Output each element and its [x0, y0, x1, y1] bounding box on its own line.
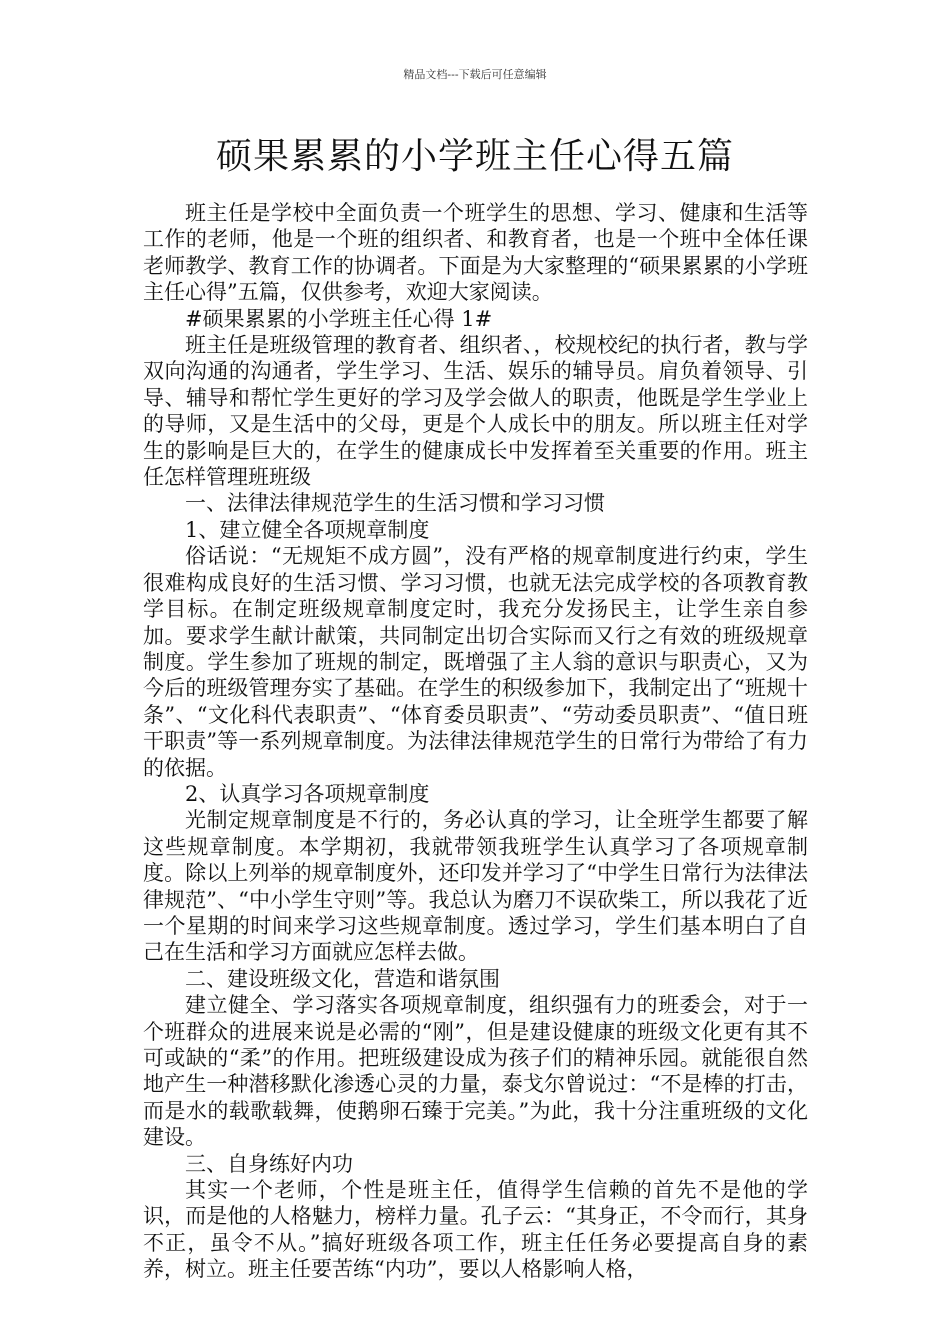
section-heading-1: #硕果累累的小学班主任心得 1#	[185, 306, 493, 331]
document-title: 硕果累累的小学班主任心得五篇	[215, 136, 734, 177]
subheading: 三、自身练好内功	[185, 1151, 353, 1176]
subheading: 1、建立健全各项规章制度	[185, 517, 430, 542]
subheading: 2、认真学习各项规章制度	[185, 781, 430, 806]
document-body	[143, 200, 808, 1283]
paragraph: 其实一个老师，个性是班主任，值得学生信赖的首先不是他的学识，而是他的人格魅力，榜样力量。孔子云：“其身正，不令而行，其身不正，虽令不从。”搞好班级各项工作，班主任任务必要提高自身的素养，树立。班主任要苦练“内功”，要以人格影响人格，	[143, 1178, 808, 1282]
paragraph: 建立健全、学习落实各项规章制度，组织强有力的班委会，对于一个班群众的进展来说是必需的“刚”，但是建设健康的班级文化更有其不可或缺的“柔”的作用。把班级建设成为孩子们的精神乐园。就能很自然地产生一种潜移默化渗透心灵的力量，泰戈尔曾说过：“不是棒的打击，而是水的载歌载舞，使鹅卵石臻于完美。”为此，我十分注重班级的文化建设。	[143, 993, 808, 1150]
subheading: 一、法律法律规范学生的生活习惯和学习习惯	[185, 491, 605, 516]
subheading: 二、建设班级文化，营造和谐氛围	[185, 966, 500, 991]
paragraph: 光制定规章制度是不行的，务必认真的学习，让全班学生都要了解这些规章制度。本学期初，我就带领我班学生认真学习了各项规章制度。除以上列举的规章制度外，还印发并学习了“中学生日常行为法律法律规范”、“中小学生守则”等。我总认为磨刀不误砍柴工，所以我花了近一个星期的时间来学习这些规章制度。透过学习，学生们基本明白了自己在生活和学习方面就应怎样去做。	[143, 808, 808, 965]
header-note: 精品文档---下载后可任意编辑	[403, 68, 547, 81]
paragraph: 俗话说：“无规矩不成方圆”，没有严格的规章制度进行约束，学生很难构成良好的生活习惯、学习习惯，也就无法完成学校的各项教育教学目标。在制定班级规章制度定时，我充分发扬民主，让学生亲自参加。要求学生献计献策，共同制定出切合实际而又行之有效的班级规章制度。学生参加了班规的制定，既增强了主人翁的意识与职责心，又为今后的班级管理夯实了基础。在学生的积级参加下，我制定出了“班规十条”、“文化科代表职责”、“体育委员职责”、“劳动委员职责”、“值日班干职责”等一系列规章制度。为法律法律规范学生的日常行为带给了有力的依据。	[143, 544, 808, 780]
paragraph: 班主任是班级管理的教育者、组织者、，校规校纪的执行者，教与学双向沟通的沟通者，学生学习、生活、娱乐的辅导员。肩负着领导、引导、辅导和帮忙学生更好的学习及学会做人的职责，他既是学生学业上的导师，又是生活中的父母，更是个人成长中的朋友。所以班主任对学生的影响是巨大的，在学生的健康成长中发挥着至关重要的作用。班主任怎样管理班班级	[143, 333, 808, 490]
paragraph-intro: 班主任是学校中全面负责一个班学生的思想、学习、健康和生活等工作的老师，他是一个班的组织者、和教育者，也是一个班中全体任课老师教学、教育工作的协调者。下面是为大家整理的“硕果累累的小学班主任心得”五篇，仅供参考，欢迎大家阅读。	[143, 201, 808, 305]
